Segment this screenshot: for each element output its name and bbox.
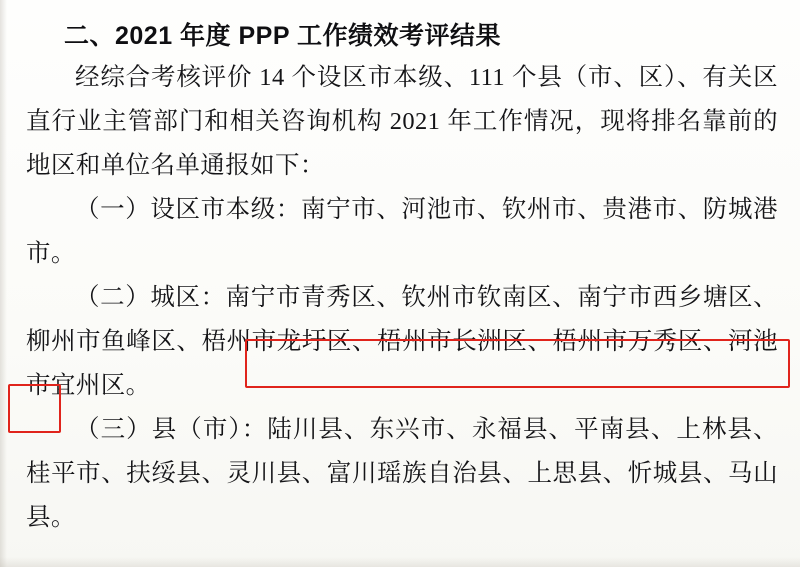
page-left-shadow: [0, 0, 7, 567]
page-bottom-shadow: [0, 557, 800, 567]
paragraph-city-level: （一）设区市本级：南宁市、河池市、钦州市、贵港市、防城港市。: [26, 196, 778, 267]
paragraph-counties: （三）县（市）：陆川县、东兴市、永福县、平南县、上林县、桂平市、扶绥县、灵川县、富川瑶族自治县、上思县、忻城县、马山县。: [26, 416, 778, 531]
paragraph-districts: （二）城区：南宁市青秀区、钦州市钦南区、南宁市西乡塘区、柳州市鱼峰区、梧州市龙圩区、梧州市长洲区、梧州市万秀区、河池市宜州区。: [26, 284, 778, 399]
page-title: 二、2021 年度 PPP 工作绩效考评结果: [64, 22, 502, 50]
paragraph-overview: 经综合考核评价 14 个设区市本级、111 个县（市、区）、有关区直行业主管部门和相关咨询机构 2021 年工作情况，现将排名靠前的地区和单位名单通报如下：: [26, 64, 778, 179]
